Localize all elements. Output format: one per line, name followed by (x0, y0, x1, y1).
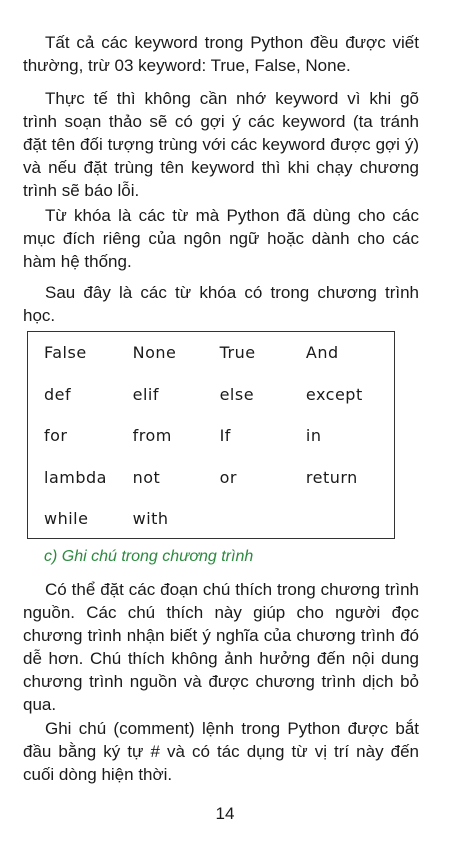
keyword-cell: elif (132, 384, 159, 404)
keyword-cell: in (305, 426, 322, 446)
keyword-cell: def (44, 384, 72, 404)
keyword-cell: or (219, 467, 237, 487)
keyword-cell (306, 498, 394, 540)
paragraph-keyword-list-intro: Sau đây là các từ khóa có trong chương trình học. (23, 283, 419, 325)
keyword-cell: not (132, 467, 161, 487)
keyword-row (44, 457, 394, 499)
keyword-cell: return (305, 467, 358, 487)
keyword-row (44, 498, 394, 540)
keyword-cell: from (132, 426, 172, 446)
paragraph-keywords-lowercase: Tất cả các keyword trong Python đều được viết thường, trừ 03 keyword: True, False, None. (23, 33, 419, 75)
keyword-cell (220, 498, 306, 540)
keyword-table-box (27, 331, 395, 539)
paragraph-comments-purpose: Có thể đặt các đoạn chú thích trong chương trình nguồn. Các chú thích này giúp cho người đọc chương trình nhận biết ý nghĩa của chương trình đó dễ hơn. Chú thích không ảnh hưởng đến nội dung chương trình nguồn và được chương trình dịch bỏ qua. (23, 580, 419, 714)
keyword-cell: lambda (44, 467, 107, 487)
keyword-cell: except (305, 384, 363, 404)
paragraph-keyword-definition: Từ khóa là các từ mà Python đã dùng cho các mục đích riêng của ngôn ngữ hoặc dành cho các hàm hệ thống. (23, 206, 419, 271)
keyword-cell: None (132, 343, 177, 363)
keyword-cell: False (44, 343, 87, 363)
keyword-table (44, 332, 394, 540)
keyword-row (44, 332, 394, 374)
keyword-cell: for (44, 426, 68, 446)
keyword-cell: with (132, 509, 169, 529)
page-number: 14 (215, 804, 235, 823)
section-heading-comments: c) Ghi chú trong chương trình (44, 548, 254, 565)
keyword-cell: If (219, 426, 231, 446)
paragraph-keyword-suggestions: Thực tế thì không cần nhớ keyword vì khi gõ trình soạn thảo sẽ có gợi ý các keyword (ta tránh đặt tên đối tượng trùng với các keyword được gợi ý) và nếu đặt trùng tên keyword thì khi chạy chương trình sẽ báo lỗi. (23, 89, 419, 200)
keyword-cell: else (219, 384, 255, 404)
keyword-cell: while (44, 509, 89, 529)
keyword-cell: True (219, 343, 256, 363)
paragraph-comment-syntax: Ghi chú (comment) lệnh trong Python được bắt đầu bằng ký tự # và có tác dụng từ vị trí này đến cuối dòng hiện thời. (23, 719, 419, 784)
keyword-row (44, 415, 394, 457)
keyword-cell: And (305, 343, 339, 363)
keyword-row (44, 374, 394, 416)
